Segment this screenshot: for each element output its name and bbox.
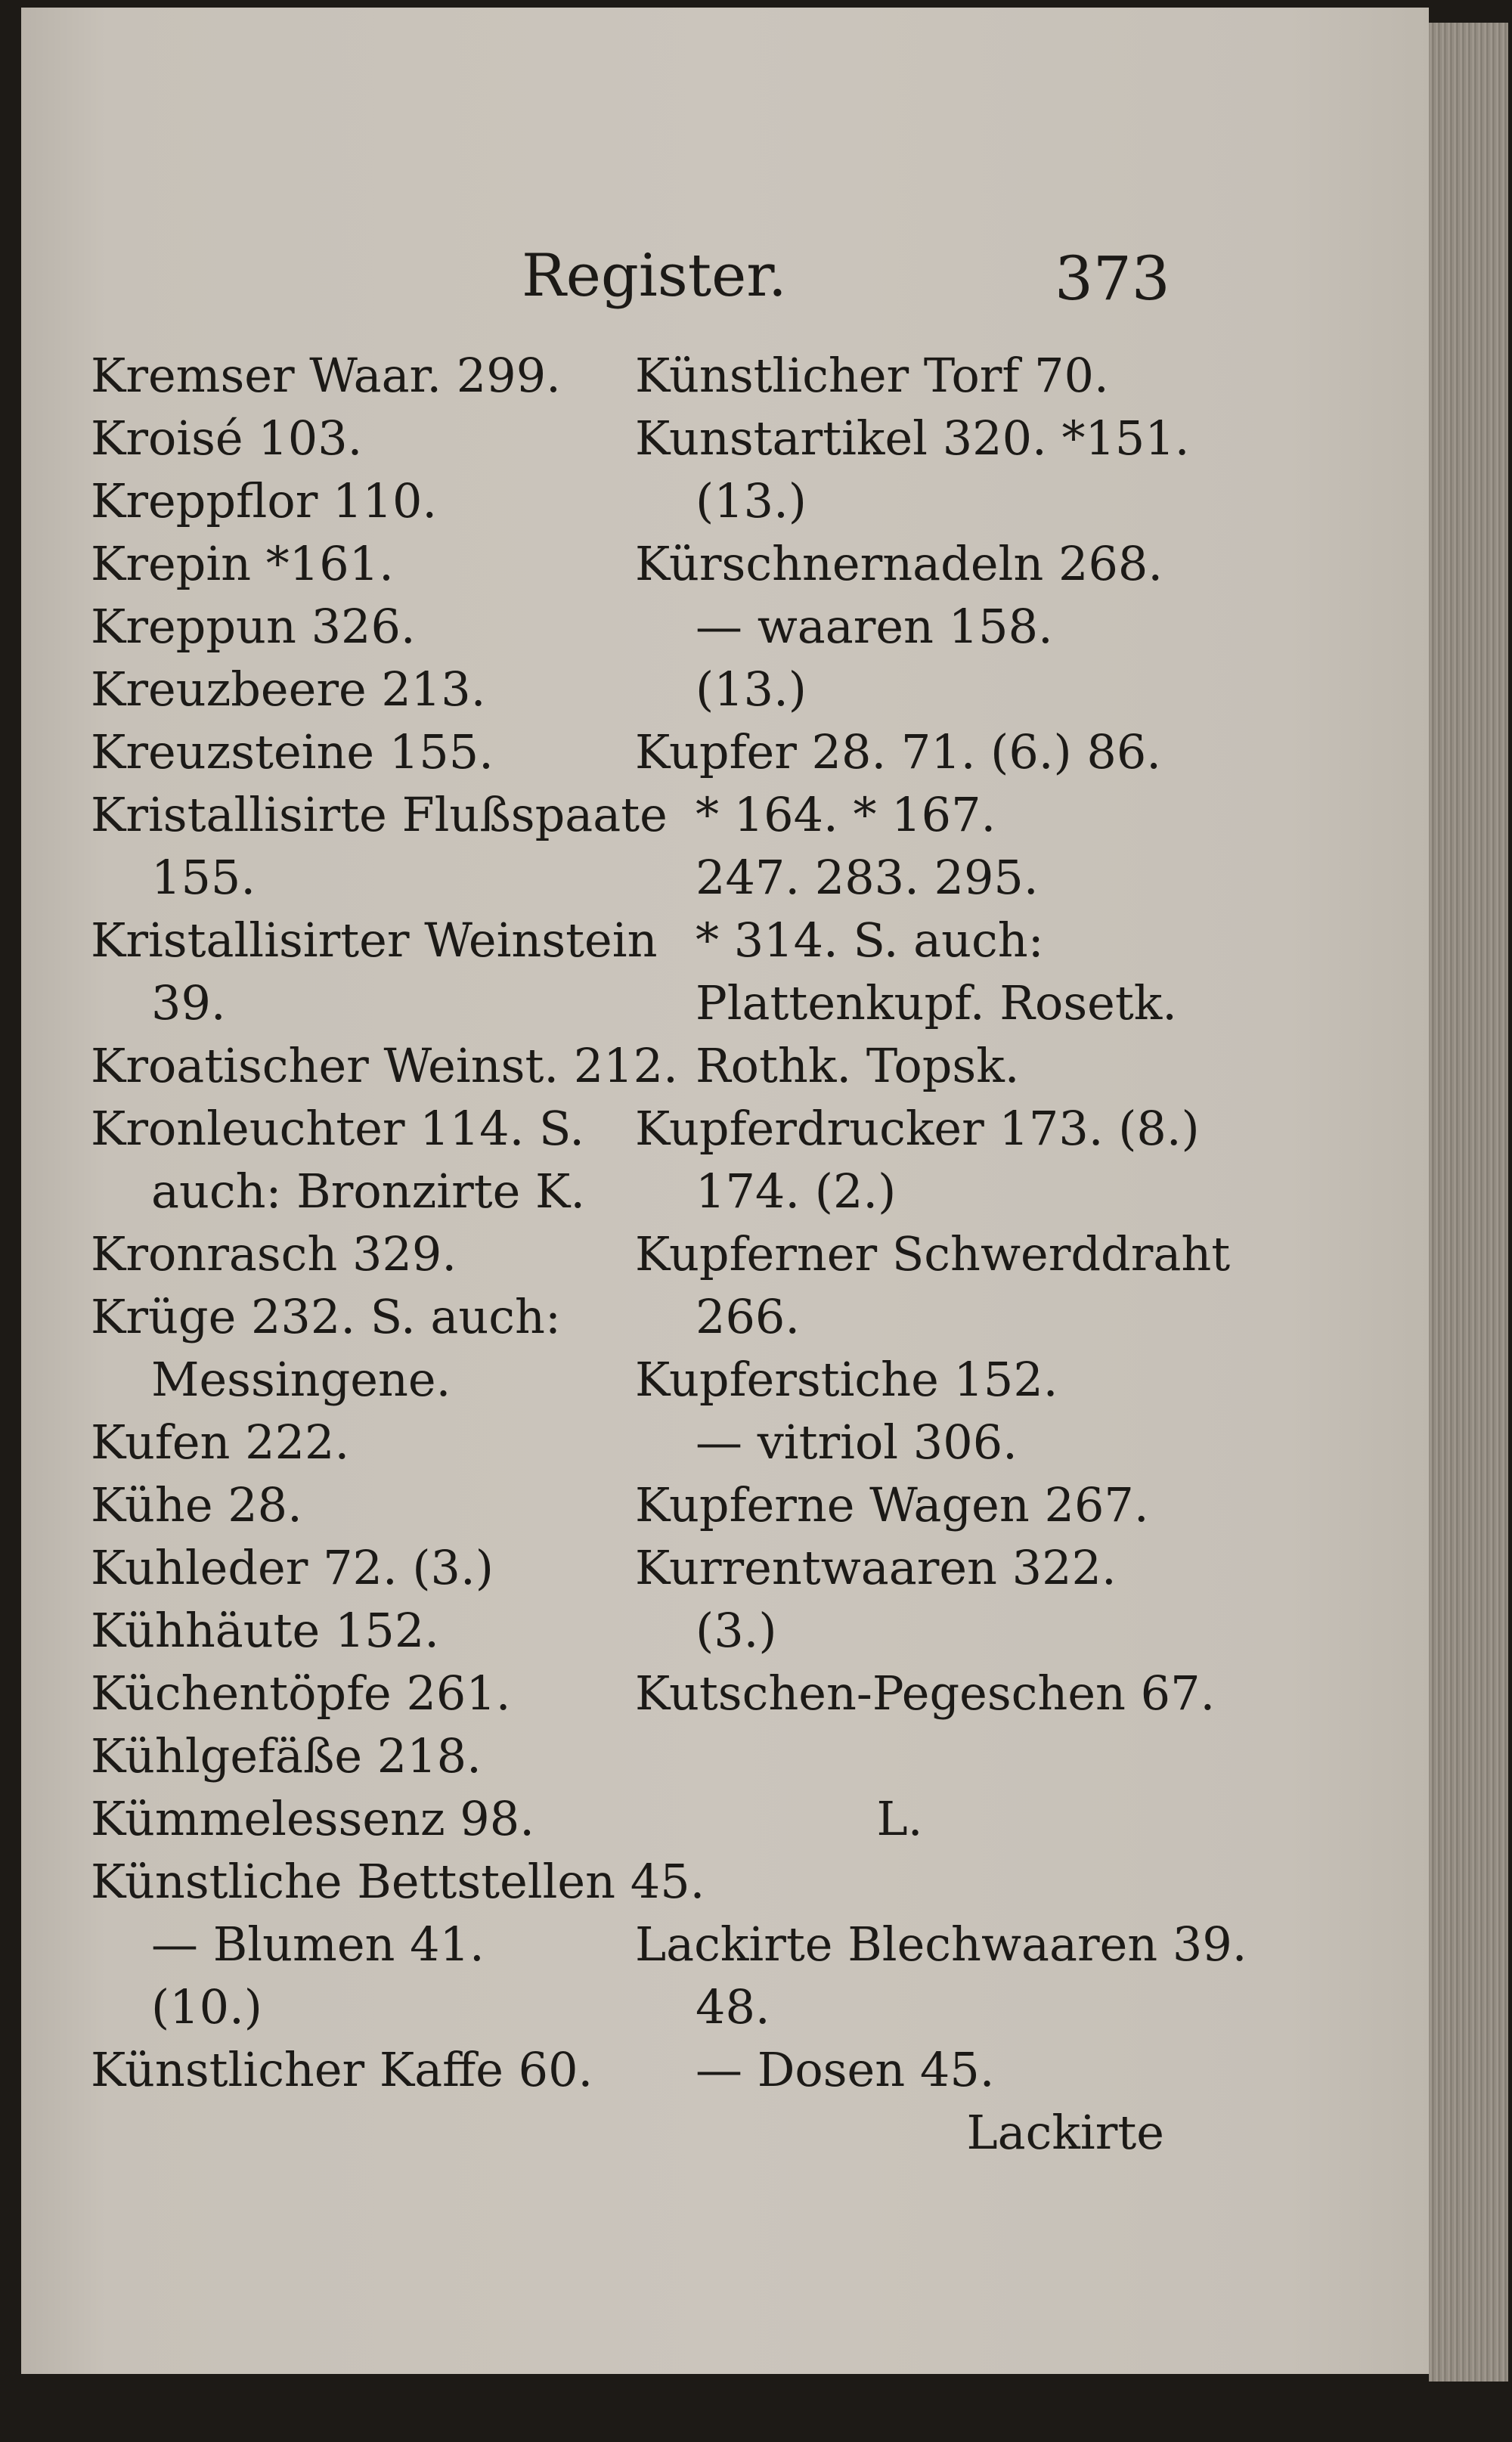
index-entry: Kreppun 326. <box>91 599 416 654</box>
running-title: Register. <box>522 242 787 310</box>
index-entry: Kufen 222. <box>91 1415 350 1470</box>
page-header <box>0 242 1512 325</box>
index-entry: Kühe 28. <box>91 1477 302 1532</box>
index-entry: 155. <box>151 850 256 905</box>
index-entry: (3.) <box>696 1603 777 1658</box>
index-entry: — vitriol 306. <box>696 1415 1018 1470</box>
index-entry: (10.) <box>151 1979 262 2034</box>
index-entry: Kupfer 28. 71. (6.) 86. <box>635 724 1162 779</box>
index-entry: Kupferdrucker 173. (8.) <box>635 1101 1200 1156</box>
index-entry: Künstliche Bettstellen 45. <box>91 1854 705 1909</box>
index-entry: Kümmelessenz 98. <box>91 1791 534 1846</box>
index-entry: Kremser Waar. 299. <box>91 348 561 403</box>
index-column-right <box>635 344 1247 2164</box>
page-number: 373 <box>1055 243 1170 314</box>
index-entry: Kurrentwaaren 322. <box>635 1540 1117 1595</box>
index-column-left <box>91 344 705 2101</box>
catchword: Lackirte <box>966 2105 1164 2160</box>
index-entry: Krüge 232. S. auch: <box>91 1289 561 1344</box>
index-entry: — Dosen 45. <box>696 2042 995 2097</box>
index-entry: Kupferner Schwerddraht <box>635 1226 1231 1281</box>
index-entry: Kühhäute 152. <box>91 1603 440 1658</box>
index-entry: 39. <box>151 975 226 1030</box>
index-entry: Kroisé 103. <box>91 411 363 466</box>
index-entry: — Blumen 41. <box>151 1917 485 1972</box>
index-entry: Plattenkupf. Rosetk. <box>696 975 1178 1030</box>
index-entry: Kreuzsteine 155. <box>91 724 494 779</box>
index-entry: Kronrasch 329. <box>91 1226 457 1281</box>
index-entry: — waaren 158. <box>696 599 1053 654</box>
index-entry: Künstlicher Torf 70. <box>635 348 1109 403</box>
index-entry: 266. <box>696 1289 801 1344</box>
index-entry: Kunstartikel 320. *151. <box>635 411 1190 466</box>
index-entry: Kristallisirter Weinstein <box>91 913 658 968</box>
index-entry: 48. <box>696 1979 770 2034</box>
index-entry: Kronleuchter 114. S. <box>91 1101 584 1156</box>
index-entry: Kreppflor 110. <box>91 473 438 528</box>
index-entry: * 314. S. auch: <box>696 913 1044 968</box>
index-entry: 247. 283. 295. <box>696 850 1039 905</box>
index-entry: Krepin *161. <box>91 536 394 591</box>
index-entry: Kupferne Wagen 267. <box>635 1477 1149 1532</box>
index-entry: Kürschnernadeln 268. <box>635 536 1163 591</box>
index-entry: Lackirte Blechwaaren 39. <box>635 1917 1247 1972</box>
index-entry: Künstlicher Kaffe 60. <box>91 2042 593 2097</box>
index-entry <box>635 1725 1164 1787</box>
index-entry: Küchentöpfe 261. <box>91 1666 511 1721</box>
index-entry: Rothk. Topsk. <box>696 1038 1020 1093</box>
index-entry: auch: Bronzirte K. <box>151 1164 586 1219</box>
index-entry: Messingene. <box>151 1352 451 1407</box>
section-letter: L. <box>876 1791 923 1846</box>
index-entry: Kristallisirte Flußspaate <box>91 787 668 842</box>
index-entry: Kroatischer Weinst. 212. <box>91 1038 678 1093</box>
index-entry <box>635 1850 1164 1913</box>
index-entry: Kreuzbeere 213. <box>91 662 486 717</box>
index-entry: Kutschen-Pegeschen 67. <box>635 1666 1216 1721</box>
index-entry: Kupferstiche 152. <box>635 1352 1058 1407</box>
index-entry: (13.) <box>696 662 807 717</box>
index-entry: Kühlgefäße 218. <box>91 1728 482 1783</box>
index-entry: * 164. * 167. <box>696 787 996 842</box>
index-entry: (13.) <box>696 473 807 528</box>
index-entry: Kuhleder 72. (3.) <box>91 1540 494 1595</box>
index-entry: 174. (2.) <box>696 1164 897 1219</box>
page-edge-stack <box>1429 23 1508 2382</box>
